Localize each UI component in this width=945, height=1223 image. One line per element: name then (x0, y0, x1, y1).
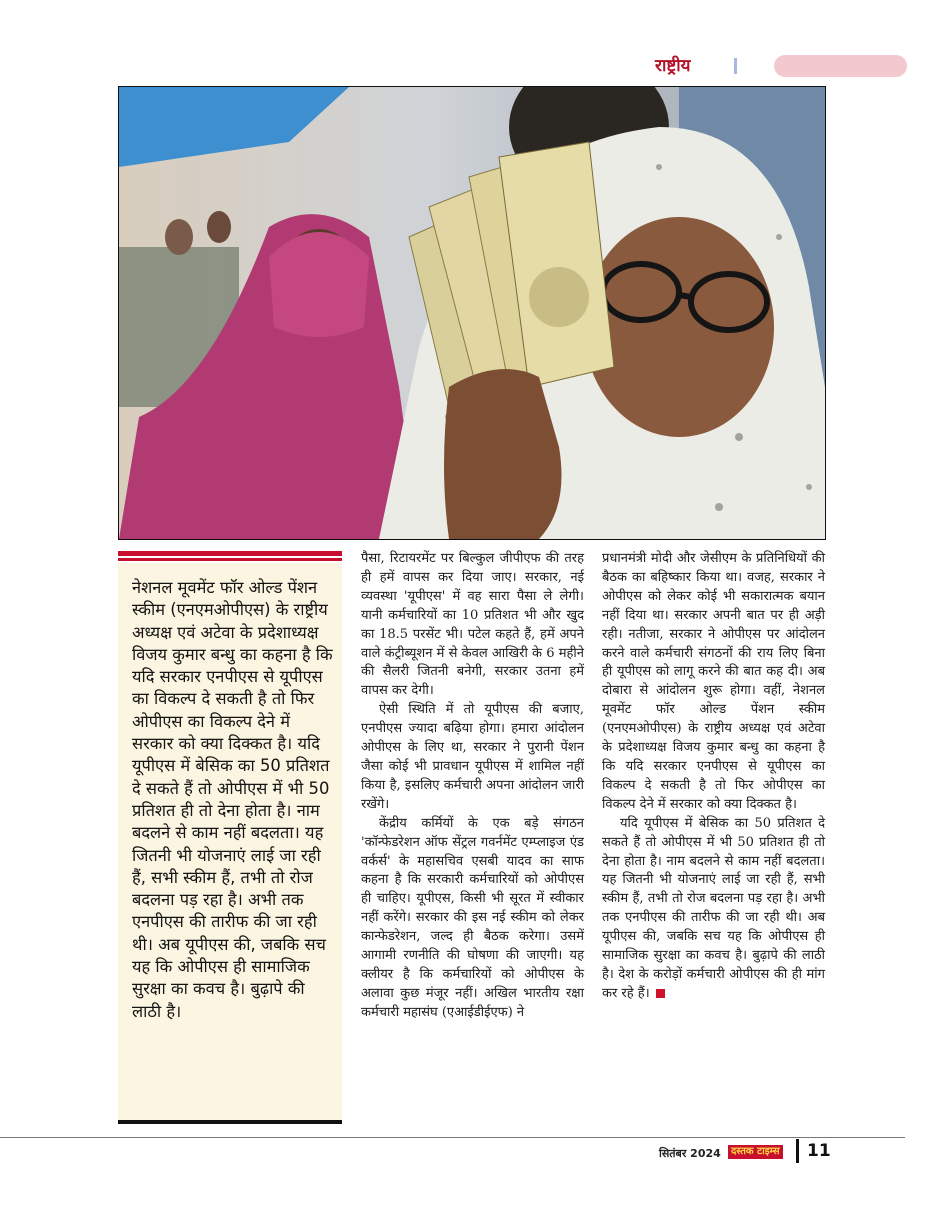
article-column-3 (602, 550, 825, 1004)
magazine-logo: दस्तक टाइम्स (728, 1145, 783, 1159)
pull-quote-text: नेशनल मूवमेंट फॉर ओल्ड पेंशन स्कीम (एनएमओपीएस) के राष्ट्रीय अध्यक्ष एवं अटेवा के प्रदेशाध्यक्ष विजय कुमार बन्धु का कहना है कि यदि सरकार एनपीएस से यूपीएस का विकल्प दे सकती है तो फिर ओपीएस का विकल्प देने में सरकार को क्या दिक्कत है। यदि यूपीएस में बेसिक का 50 प्रतिशत दे सकते हैं तो ओपीएस में भी 50 प्रतिशत ही तो देना होता है। नाम बदलने से काम नहीं बदलता। यह जितनी भी योजनाएं लाई जा रही हैं, सभी स्कीम हैं, तभी तो रोज बदलना पड़ रहा है। अभी तक एनपीएस की तारीफ की जा रही थी। अब यूपीएस की, जबकि सच यह कि ओपीएस ही सामाजिक सुरक्षा का कवच है। बुढ़ापे की लाठी है। (132, 578, 333, 1021)
paragraph: प्रधानमंत्री मोदी और जेसीएम के प्रतिनिधियों की बैठक का बहिष्कार किया था। वजह, सरकार ने ओपीएस को लेकर कोई भी सकारात्मक बयान नहीं दिया था। सरकार अपनी बात पर ही अड़ी रही। नतीजा, सरकार ने ओपीएस पर आंदोलन करने वाले कर्मचारी संगठनों की राय लिए बिना ही यूपीएस को लागू करने की बात कह दी। अब दोबारा से आंदोलन शुरू होगा। वहीं, नेशनल मूवमेंट फॉर ओल्ड पेंशन स्कीम (एनएमओपीएस) के राष्ट्रीय अध्यक्ष एवं अटेवा के प्रदेशाध्यक्ष विजय कुमार बन्धु का कहना है कि यदि सरकार एनपीएस से यूपीएस का विकल्प दे सकती है तो फिर ओपीएस का विकल्प देने में सरकार को क्या दिक्कत है। (602, 551, 825, 812)
footer-divider (796, 1139, 799, 1163)
paragraph: पैसा, रिटायरमेंट पर बिल्कुल जीपीएफ की तरह ही हमें वापस कर दिया जाए। सरकार, नई व्यवस्था 'यूपीएस' में वह सारा पैसा ले लेगी। यानी कर्मचारियों का 10 प्रतिशत भी और खुद का 18.5 परसेंट भी। पटेल कहते हैं, हमें अपने वाले कंट्रीब्यूशन में से केवल आखिरी के 6 महीने की सैलरी जितनी बनेगी, सरकार उतना हमें वापस कर देगी। (361, 551, 584, 699)
quote-rule-second (118, 558, 342, 561)
article-photo (118, 86, 826, 540)
end-of-article-icon (656, 989, 665, 998)
paragraph-text: यदि यूपीएस में बेसिक का 50 प्रतिशत दे सकते हैं तो ओपीएस में भी 50 प्रतिशत ही तो देना होता है। नाम बदलने से काम नहीं बदलता। यह जितनी भी योजनाएं लाई जा रही हैं, सभी स्कीम हैं, तभी तो रोज बदलना पड़ रहा है। अभी तक एनपीएस की तारीफ की जा रही थी। अब यूपीएस की, जबकि सच यह कि ओपीएस ही सामाजिक सुरक्षा का कवच है। बुढ़ापे की लाठी है। देश के करोड़ों कर्मचारी ओपीएस की ही मांग कर रहे हैं। (602, 815, 825, 1001)
pull-quote-box (118, 563, 342, 1123)
paragraph: ऐसी स्थिति में तो यूपीएस की बजाए, एनपीएस ज्यादा बढ़िया होगा। हमारा आंदोलन ओपीएस के लिए था, सरकार ने पुरानी पेंशन जैसा कोई भी प्रावधान यूपीएस में शामिल नहीं किया है, इसलिए कर्मचारी अपना आंदोलन जारी रखेंगे। (361, 702, 584, 812)
photo-illustration (119, 87, 825, 539)
section-label: राष्ट्रीय (655, 56, 691, 76)
issue-date: सितंबर 2024 (659, 1147, 721, 1160)
quote-rule-bottom (118, 1120, 342, 1124)
header-pill (774, 55, 907, 77)
article-column-2 (361, 550, 584, 1023)
quote-rule-top (118, 551, 342, 556)
paragraph: केंद्रीय कर्मियों के एक बड़े संगठन 'कॉन्फेडरेशन ऑफ सेंट्रल गवर्नमेंट एम्प्लाइज एंड वर्कर्स' के महासचिव एसबी यादव का साफ कहना है कि सरकारी कर्मचारियों को ओपीएस ही चाहिए। यूपीएस, किसी भी सूरत में स्वीकार नहीं करेंगे। सरकार की इस नई स्कीम को लेकर कान्फेडरेशन, जल्द ही बैठक करेगा। उसमें आगामी रणनीति की घोषणा की जाएगी। यह क्लीयर है कि कर्मचारियों को ओपीएस के अलावा कुछ मंजूर नहीं। अखिल भारतीय रक्षा कर्मचारी महासंघ (एआईडीईएफ) ने (361, 815, 584, 1020)
footer-line (0, 1137, 905, 1138)
paragraph (602, 815, 825, 1004)
header-divider (734, 58, 737, 74)
page-number: 11 (807, 1141, 831, 1161)
